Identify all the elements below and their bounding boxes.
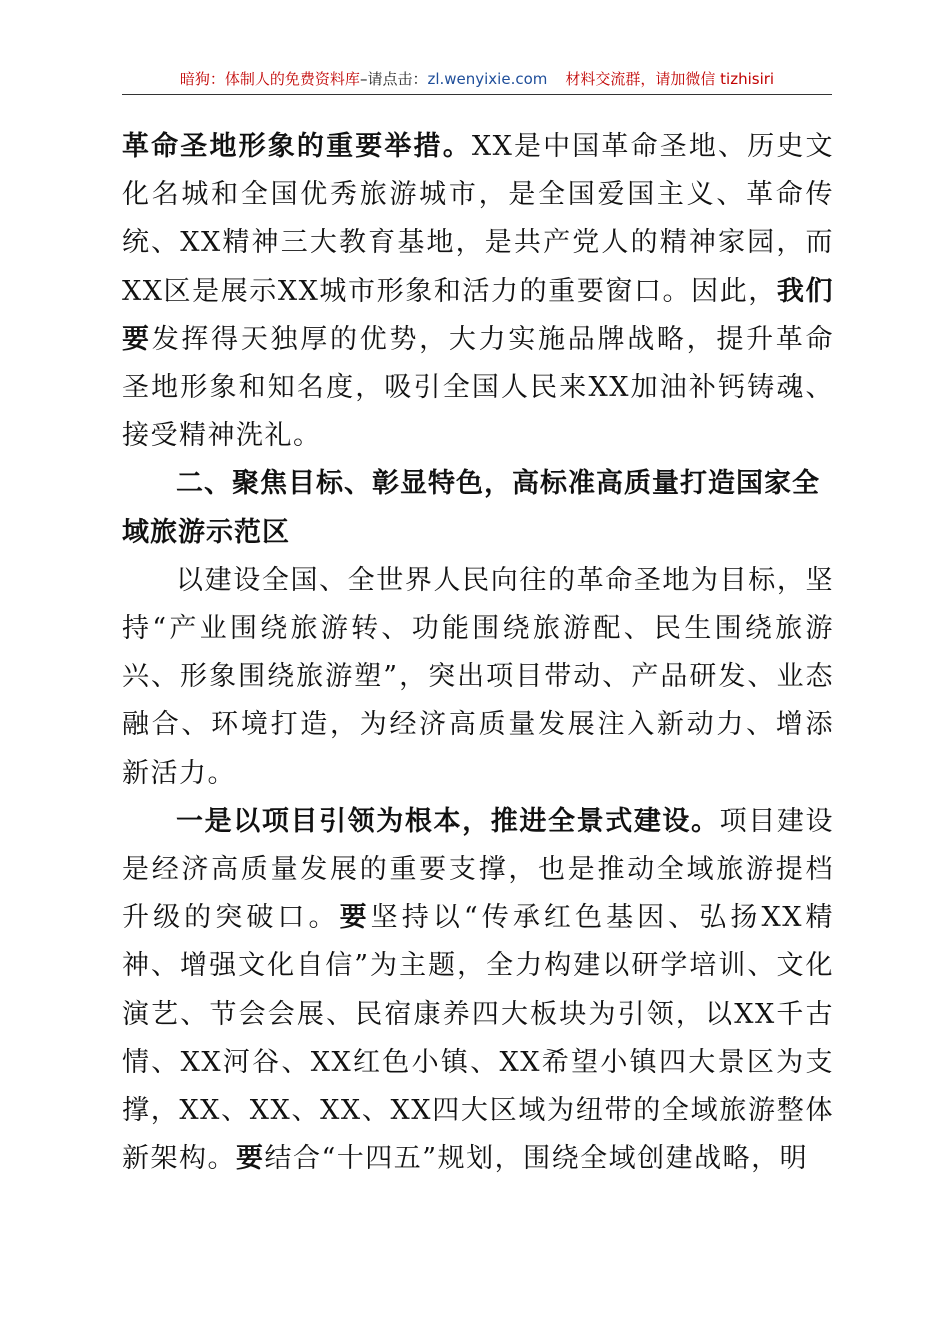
wechat-info: 材料交流群，请加微信 tizhisiri [565,70,775,88]
paragraph-3-text: 项目建设是经济高质量发展的重要支撑，也是推动全域旅游提档升级的突破口。 [122,805,835,934]
paragraph-1-text: XX是中国革命圣地、历史文化名城和全国优秀旅游城市，是全国爱国主义、革命传统、XX精神三大教育基地，是共产党人的精神家园，而XX区是展示XX城市形象和活力的重要窗口。因此， [122,131,834,307]
paragraph-3-emphasis: 要 [339,902,371,934]
paragraph-3 [122,798,834,1184]
site-url-link[interactable]: zl.wenyixie.com [427,70,548,88]
paragraph-3-emphasis-2: 要 [236,1143,265,1175]
paragraph-3-text-2: 坚持以“传承红色基因、弘扬XX精神、增强文化自信”为主题，全力构建以研学培训、文化演艺、节会会展、民宿康养四大板块为引领，以XX千古情、XX河谷、XX红色小镇、XX希望小镇四大景区为支撑，XX、XX、XX、XX四大区域为纽带的全域旅游整体新架构。 [122,902,835,1175]
paragraph-1-text-2: 发挥得天独厚的优势，大力实施品牌战略，提升革命圣地形象和知名度，吸引全国人民来XX加油补钙铸魂、接受精神洗礼。 [122,323,835,452]
click-prompt: –请点击： [359,70,428,88]
paragraph-3-lead: 一是以项目引领为根本，推进全景式建设。 [176,805,720,837]
site-name: 暗狗：体制人的免费资料库 [179,70,360,88]
section-heading-2: 二、聚焦目标、彰显特色，高标准高质量打造国家全域旅游示范区 [122,468,820,548]
document-body [122,123,834,1183]
paragraph-2: 以建设全国、全世界人民向往的革命圣地为目标，坚持“产业围绕旅游转、功能围绕旅游配、民生围绕旅游兴、形象围绕旅游塑”，突出项目带动、产品研发、业态融合、环境打造，为经济高质量发展注入新动力、增添新活力。 [122,564,834,789]
paragraph-1 [122,123,834,460]
paragraph-1-lead: 革命圣地形象的重要举措。 [122,131,472,162]
paragraph-3-text-3: 结合“十四五”规划，围绕全域创建战略，明 [264,1143,809,1175]
page-header [122,64,832,95]
paragraph-1-emphasis: 我们要 [122,275,834,355]
